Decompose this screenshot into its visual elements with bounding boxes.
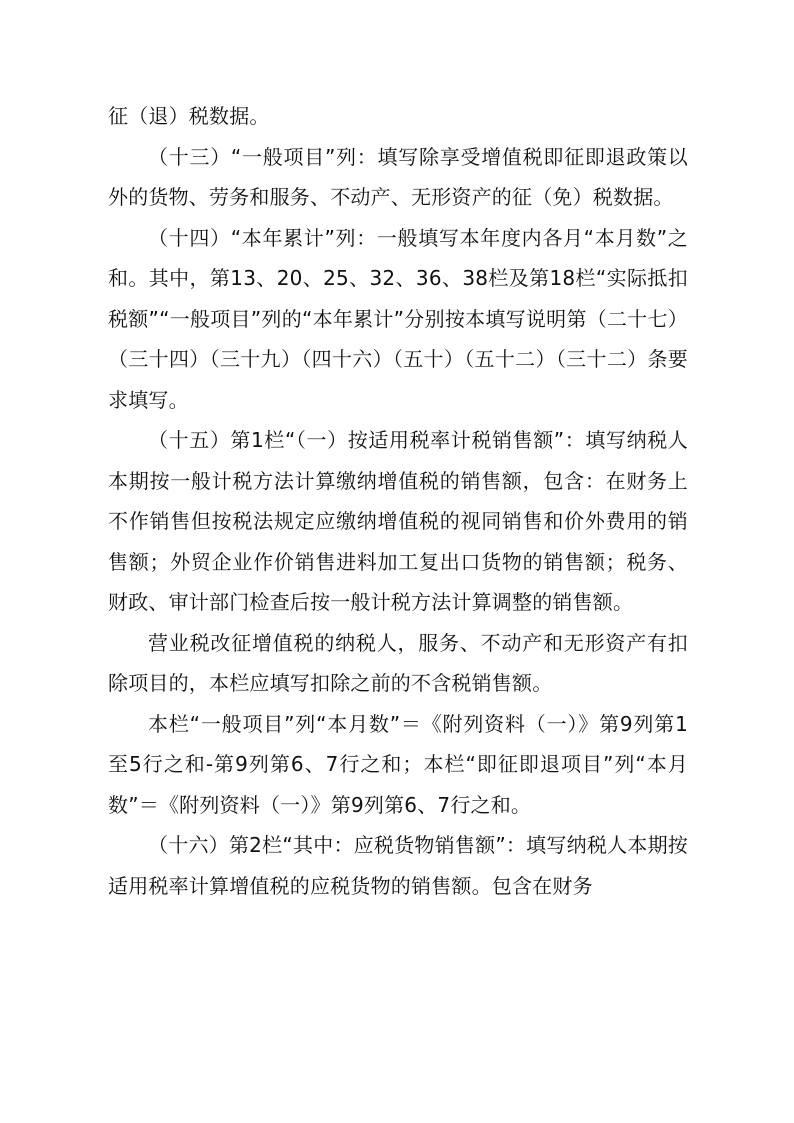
paragraph-item-15: （十五）第1栏“（一）按适用税率计税销售额”：填写纳税人本期按一般计税方法计算缴纳增值税的销售额，包含：在财务上不作销售但按税法规定应缴纳增值税的视同销售和价外费用的销售额；外贸企业作价销售进料加工复出口货物的销售额；税务、财政、审计部门检查后按一般计税方法计算调整的销售额。 xyxy=(108,428,688,614)
paragraph-item-13: （十三）“一般项目”列：填写除享受增值税即征即退政策以外的货物、劳务和服务、不动产、无形资产的征（免）税数据。 xyxy=(108,144,688,209)
document-body xyxy=(108,96,688,906)
paragraph-item-14: （十四）“本年累计”列：一般填写本年度内各月“本月数”之和。其中，第13、20、25、32、36、38栏及第18栏“实际抵扣税额”“一般项目”列的“本年累计”分别按本填写说明第（二十七）（三十四）（三十九）（四十六）（五十）（五十二）（三十二）条要求填写。 xyxy=(108,225,688,412)
paragraph-continuation: 征（退）税数据。 xyxy=(108,104,270,128)
paragraph-calculation-rule: 本栏“一般项目”列“本月数”＝《附列资料（一）》第9列第1至5行之和-第9列第6、7行之和；本栏“即征即退项目”列“本月数”＝《附列资料（一）》第9列第6、7行之和。 xyxy=(108,711,688,817)
paragraph-business-tax-note: 营业税改征增值税的纳税人，服务、不动产和无形资产有扣除项目的，本栏应填写扣除之前的不含税销售额。 xyxy=(108,630,688,695)
paragraph-item-16: （十六）第2栏“其中：应税货物销售额”：填写纳税人本期按适用税率计算增值税的应税货物的销售额。包含在财务 xyxy=(108,833,688,898)
